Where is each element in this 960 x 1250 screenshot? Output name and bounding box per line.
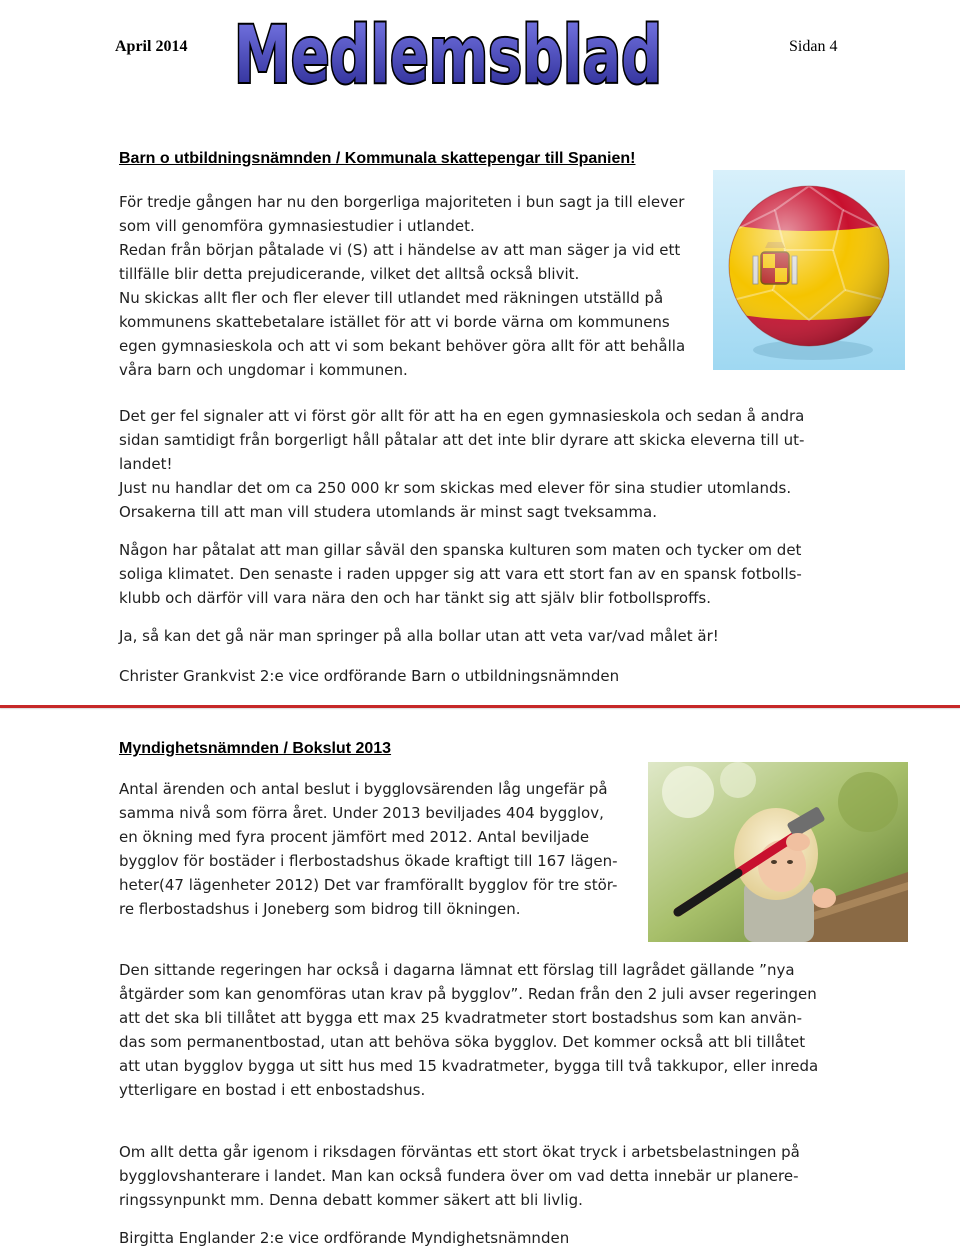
page-number: Sidan 4 — [789, 38, 838, 55]
text-line: våra barn och ungdomar i kommunen. — [119, 361, 408, 379]
text-line: sidan samtidigt från borgerligt håll påtalar att det inte blir dyrare att skicka eleverna till ut- — [119, 431, 805, 449]
article1-para3 — [119, 538, 802, 610]
article2-heading: Myndighetsnämnden / Bokslut 2013 — [119, 740, 392, 757]
article1-heading: Barn o utbildningsnämnden / Kommunala skattepengar till Spanien! — [119, 150, 636, 167]
text-line: som vill genomföra gymnasiestudier i utlandet. — [119, 217, 475, 235]
article2-signature — [119, 1226, 569, 1250]
text-line: Den sittande regeringen har också i dagarna lämnat ett förslag till lagrådet gällande ”nya — [119, 961, 795, 979]
spanish-flag-football-image — [713, 170, 905, 370]
text-line: samma nivå som förra året. Under 2013 beviljades 404 bygglov, — [119, 804, 604, 822]
text-line: ringssynpunkt mm. Denna debatt kommer säkert att bli livlig. — [119, 1191, 583, 1209]
article2-para3 — [119, 1140, 800, 1212]
child-with-hammer-image — [648, 762, 908, 942]
section-divider — [0, 705, 960, 708]
text-line: das som permanentbostad, utan att behöva söka bygglov. Det kommer också att bli tillåtet — [119, 1033, 806, 1051]
text-line: att utan bygglov bygga ut sitt hus med 15 kvadratmeter, bygga till två takkupor, eller inreda — [119, 1057, 819, 1075]
text-line: Orsakerna till att man vill studera utomlands är minst sagt tveksamma. — [119, 503, 657, 521]
author-signature: Christer Grankvist 2:e vice ordförande Barn o utbildningsnämnden — [119, 667, 620, 685]
text-line: Ja, så kan det gå när man springer på alla bollar utan att veta var/vad målet är! — [119, 627, 719, 645]
text-line: Någon har påtalat att man gillar såväl den spanska kulturen som maten och tycker om det — [119, 541, 802, 559]
text-line: en ökning med fyra procent jämfört med 2012. Antal beviljade — [119, 828, 590, 846]
text-line: För tredje gången har nu den borgerliga majoriteten i bun sagt ja till elever — [119, 193, 685, 211]
issue-date: April 2014 — [115, 38, 188, 55]
author-signature: Birgitta Englander 2:e vice ordförande Myndighetsnämnden — [119, 1229, 570, 1247]
text-line: re flerbostadshus i Joneberg som bidrog till ökningen. — [119, 900, 521, 918]
article2-intro — [119, 777, 618, 921]
text-line: åtgärder som kan genomföras utan krav på bygglov”. Redan från den 2 juli avser regeringen — [119, 985, 817, 1003]
masthead-title — [228, 0, 668, 100]
text-line: heter(47 lägenheter 2012) Det var framförallt bygglov för tre stör- — [119, 876, 618, 894]
masthead-text: Medlemsblad — [234, 11, 662, 100]
text-line: kommunens skattebetalare istället för att vi borde värna om kommunens — [119, 313, 670, 331]
text-line: Antal ärenden och antal beslut i bygglovsärenden låg ungefär på — [119, 780, 608, 798]
text-line: att det ska bli tillåtet att bygga ett max 25 kvadratmeter stort bostadshus som kan använ- — [119, 1009, 803, 1027]
text-line: egen gymnasieskola och att vi som bekant behöver göra allt för att behålla — [119, 337, 686, 355]
text-line: bygglov för bostäder i flerbostadshus ökade kraftigt till 167 lägen- — [119, 852, 618, 870]
text-line: tillfälle blir detta prejudicerande, vilket det alltså också blivit. — [119, 265, 580, 283]
text-line: Nu skickas allt fler och fler elever till utlandet med räkningen utställd på — [119, 289, 664, 307]
article1-para4 — [119, 624, 719, 648]
text-line: Just nu handlar det om ca 250 000 kr som skickas med elever för sina studier utomlands. — [119, 479, 792, 497]
article1-intro — [119, 190, 685, 382]
text-line: bygglovshanterare i landet. Man kan också fundera över om vad detta innebär ur planere- — [119, 1167, 799, 1185]
article1-para2 — [119, 404, 804, 524]
text-line: Redan från början påtalade vi (S) att i händelse av att man säger ja vid ett — [119, 241, 681, 259]
text-line: Det ger fel signaler att vi först gör allt för att ha en egen gymnasieskola och sedan å andra — [119, 407, 805, 425]
text-line: landet! — [119, 455, 173, 473]
text-line: Om allt detta går igenom i riksdagen förväntas ett stort ökat tryck i arbetsbelastningen på — [119, 1143, 800, 1161]
article2-para2 — [119, 958, 818, 1102]
text-line: soliga klimatet. Den senaste i raden uppger sig att vara ett stort fan av en spansk fotbolls- — [119, 565, 802, 583]
text-line: klubb och därför vill vara nära den och har tänkt sig att själv blir fotbollsproffs. — [119, 589, 712, 607]
article1-signature — [119, 664, 619, 688]
text-line: ytterligare en bostad i ett enbostadshus. — [119, 1081, 426, 1099]
